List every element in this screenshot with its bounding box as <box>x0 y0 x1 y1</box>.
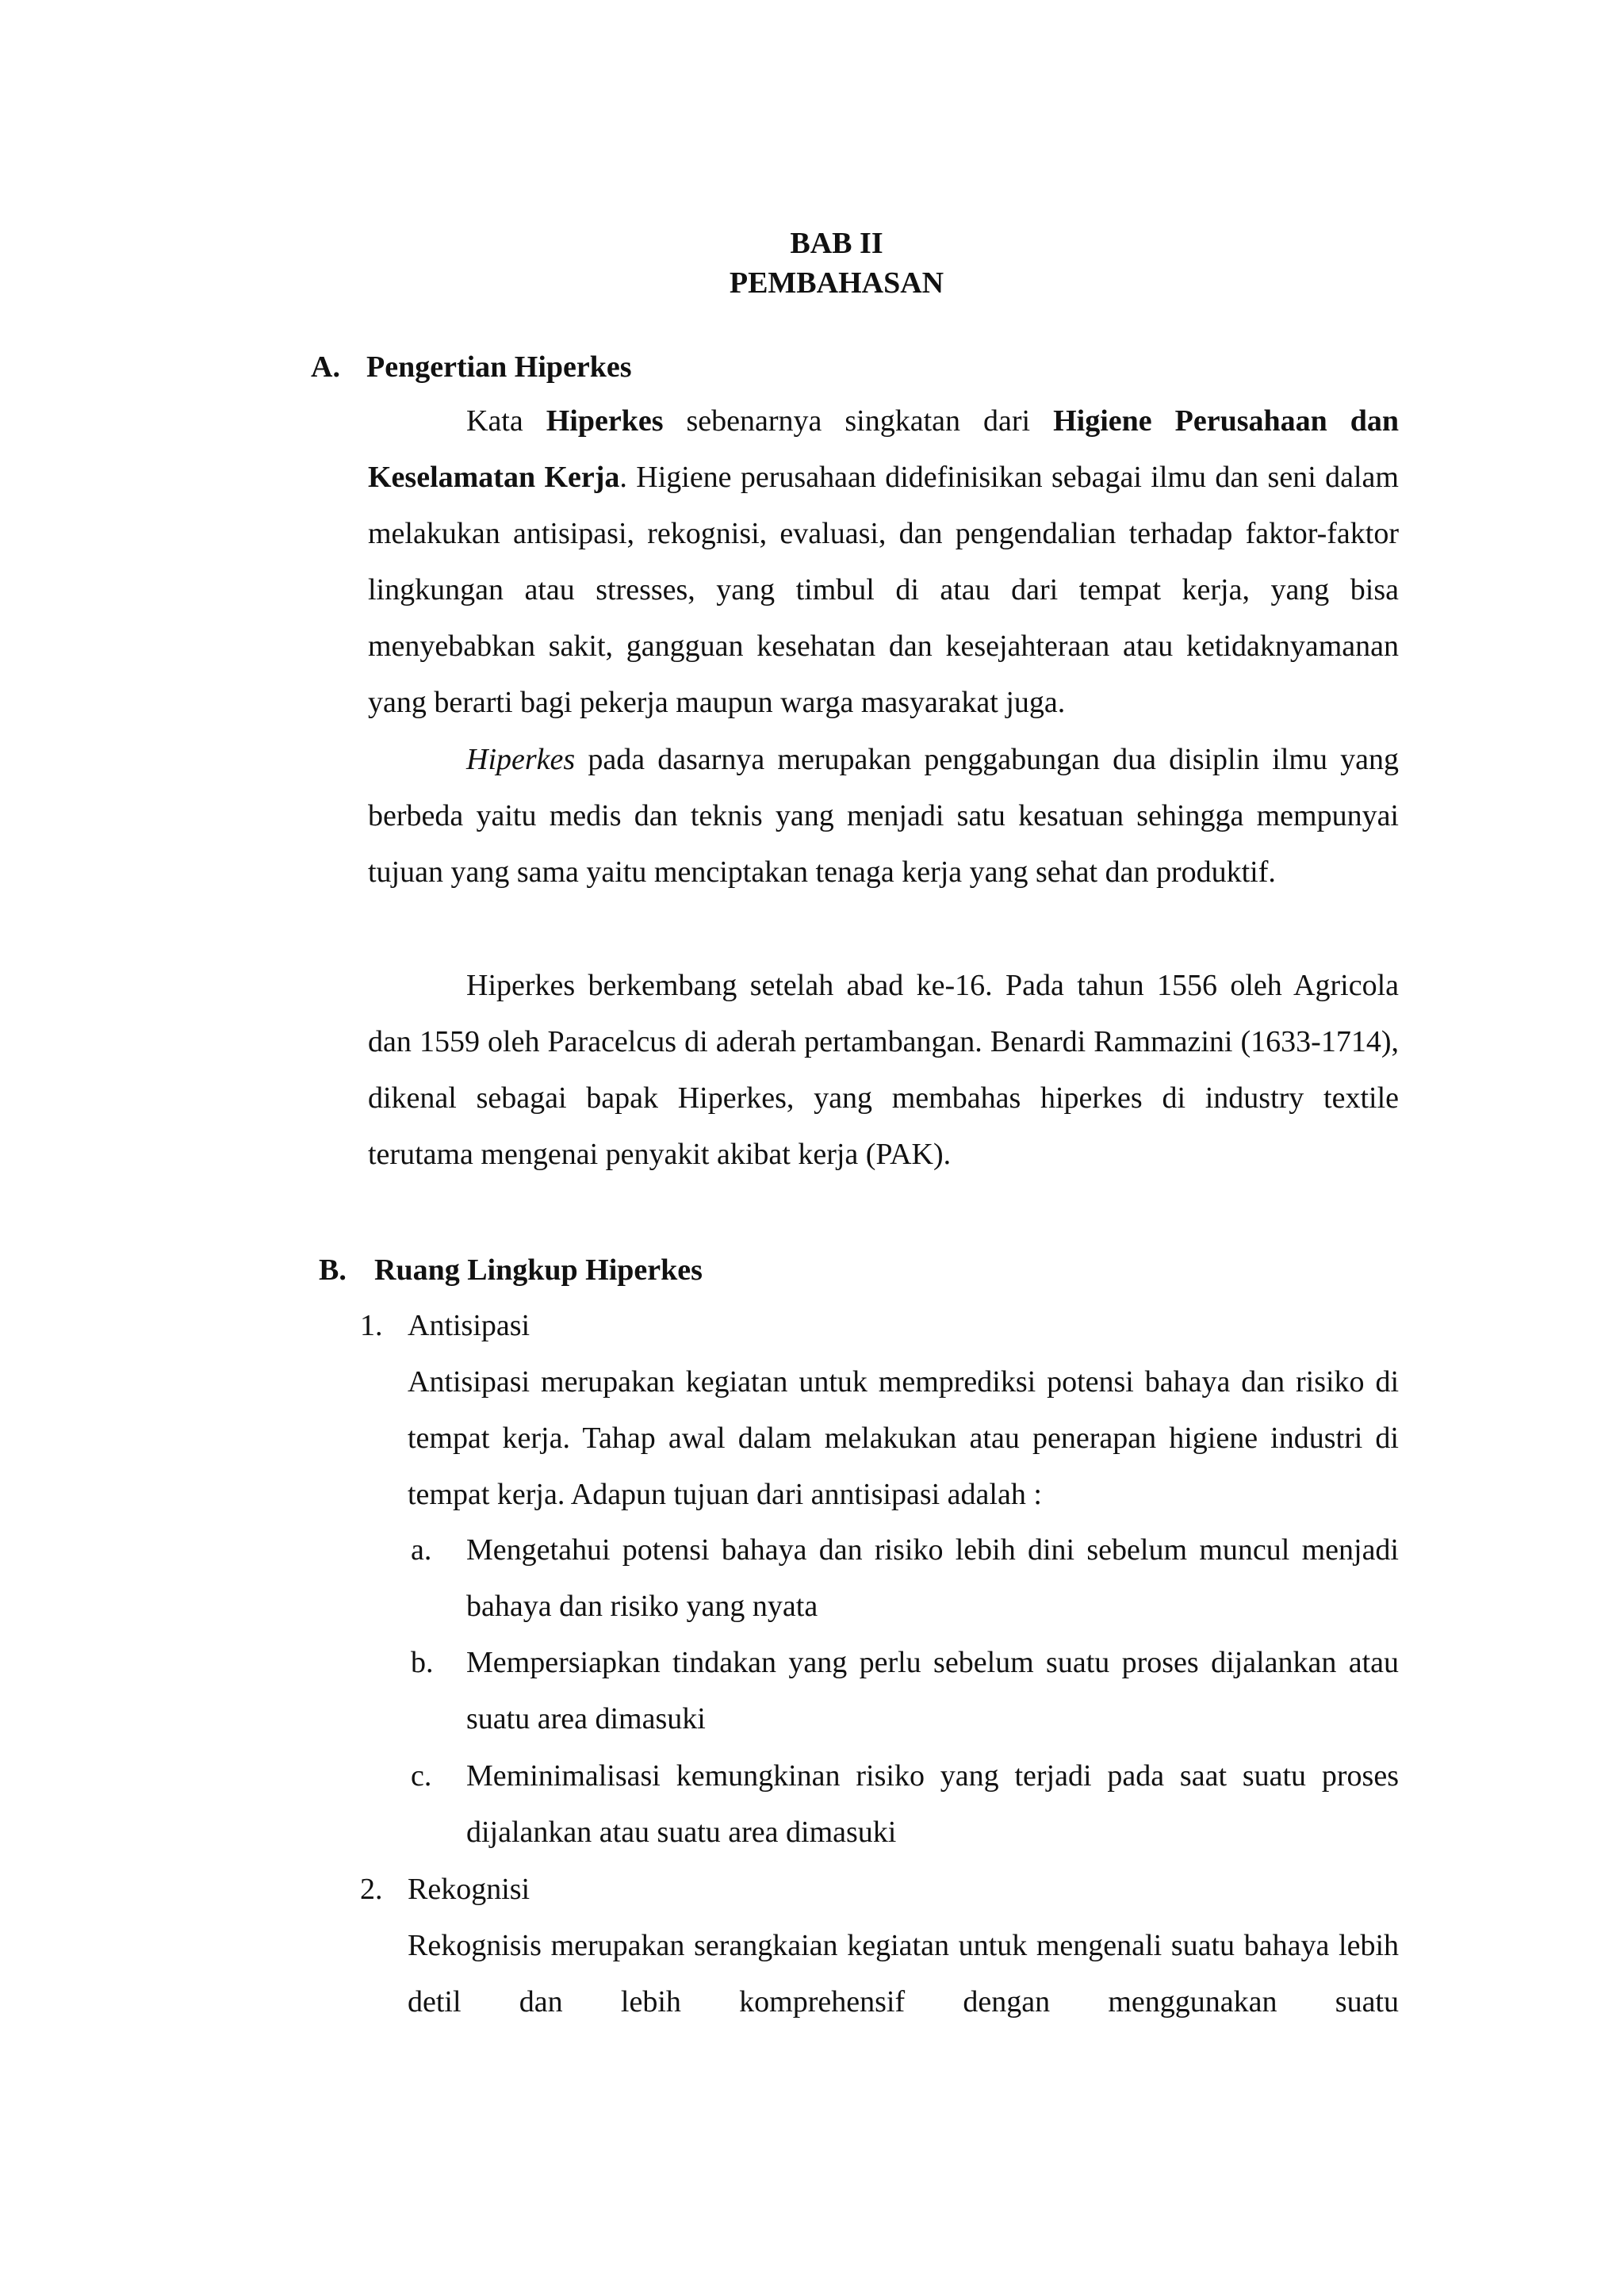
chapter-heading <box>0 224 1624 303</box>
list-item <box>411 1635 1399 1747</box>
chapter-number: BAB II <box>790 227 883 260</box>
term-full-name: Higiene Perusahaan dan Keselamatan Kerja <box>368 404 1400 494</box>
antisipasi-paragraph: Antisipasi merupakan kegiatan untuk memprediksi potensi bahaya dan risiko di tempat kerja. Tahap awal dalam melakukan atau penerapan higiene industri di tempat kerja. Adapun tujuan dari anntisipasi adalah : <box>408 1365 1399 1511</box>
subsection-2-marker: 2. <box>360 1873 383 1906</box>
subsection-rekognisi-heading <box>360 1862 530 1918</box>
list-item-text: Mempersiapkan tindakan yang perlu sebelum suatu proses dijalankan atau suatu area dimasuki <box>466 1646 1399 1735</box>
list-item-marker: b. <box>411 1646 434 1679</box>
list-item-text: Meminimalisasi kemungkinan risiko yang terjadi pada saat suatu proses dijalankan atau suatu area dimasuki <box>466 1759 1399 1849</box>
subsection-1-title: Antisipasi <box>408 1309 530 1342</box>
term-hiperkes-italic: Hiperkes <box>466 743 576 776</box>
subsection-2-title: Rekognisi <box>408 1873 530 1906</box>
section-a-paragraph-1: Kata Hiperkes sebenarnya singkatan dari Higiene Perusahaan dan Keselamatan Kerja. Higiene perusahaan didefinisikan sebagai ilmu dan seni dalam melakukan antisipasi, rekognisi, evaluasi, dan pengendalian terhadap faktor-faktor lingkungan atau stresses, yang timbul di atau dari tempat kerja, yang bisa menyebabkan sakit, gangguan kesehatan dan kesejahteraan atau ketidaknyamanan yang berarti bagi pekerja maupun warga masyarakat juga. <box>368 404 1400 719</box>
section-a-heading <box>311 339 632 396</box>
section-a-paragraph-2: Hiperkes pada dasarnya merupakan penggabungan dua disiplin ilmu yang berbeda yaitu medis dan teknis yang menjadi satu kesatuan sehingga mempunyai tujuan yang sama yaitu menciptakan tenaga kerja yang sehat dan produktif. <box>368 743 1399 889</box>
subsection-1-marker: 1. <box>360 1309 383 1342</box>
term-hiperkes: Hiperkes <box>546 404 664 438</box>
rekognisi-paragraph: Rekognisis merupakan serangkaian kegiatan untuk mengenali suatu bahaya lebih detil dan lebih komprehensif dengan menggunakan suatu <box>408 1929 1399 2019</box>
chapter-title: PEMBAHASAN <box>729 266 944 300</box>
section-a-title: Pengertian Hiperkes <box>366 350 632 384</box>
list-item-marker: c. <box>411 1759 432 1793</box>
section-a-paragraph-3: Hiperkes berkembang setelah abad ke-16. Pada tahun 1556 oleh Agricola dan 1559 oleh Paracelcus di aderah pertambangan. Benardi Rammazini (1633-1714), dikenal sebagai bapak Hiperkes, yang membahas hiperkes di industry textile terutama mengenai penyakit akibat kerja (PAK). <box>368 969 1399 1171</box>
section-a-marker: A. <box>311 350 340 384</box>
list-item-text: Mengetahui potensi bahaya dan risiko lebih dini sebelum muncul menjadi bahaya dan risiko yang nyata <box>466 1533 1399 1623</box>
list-item-marker: a. <box>411 1533 432 1567</box>
section-b-title: Ruang Lingkup Hiperkes <box>374 1253 703 1287</box>
list-item <box>411 1748 1399 1861</box>
subsection-antisipasi-heading <box>360 1298 530 1354</box>
section-b-heading <box>319 1242 703 1299</box>
section-b-marker: B. <box>319 1253 347 1287</box>
list-item <box>411 1522 1399 1635</box>
